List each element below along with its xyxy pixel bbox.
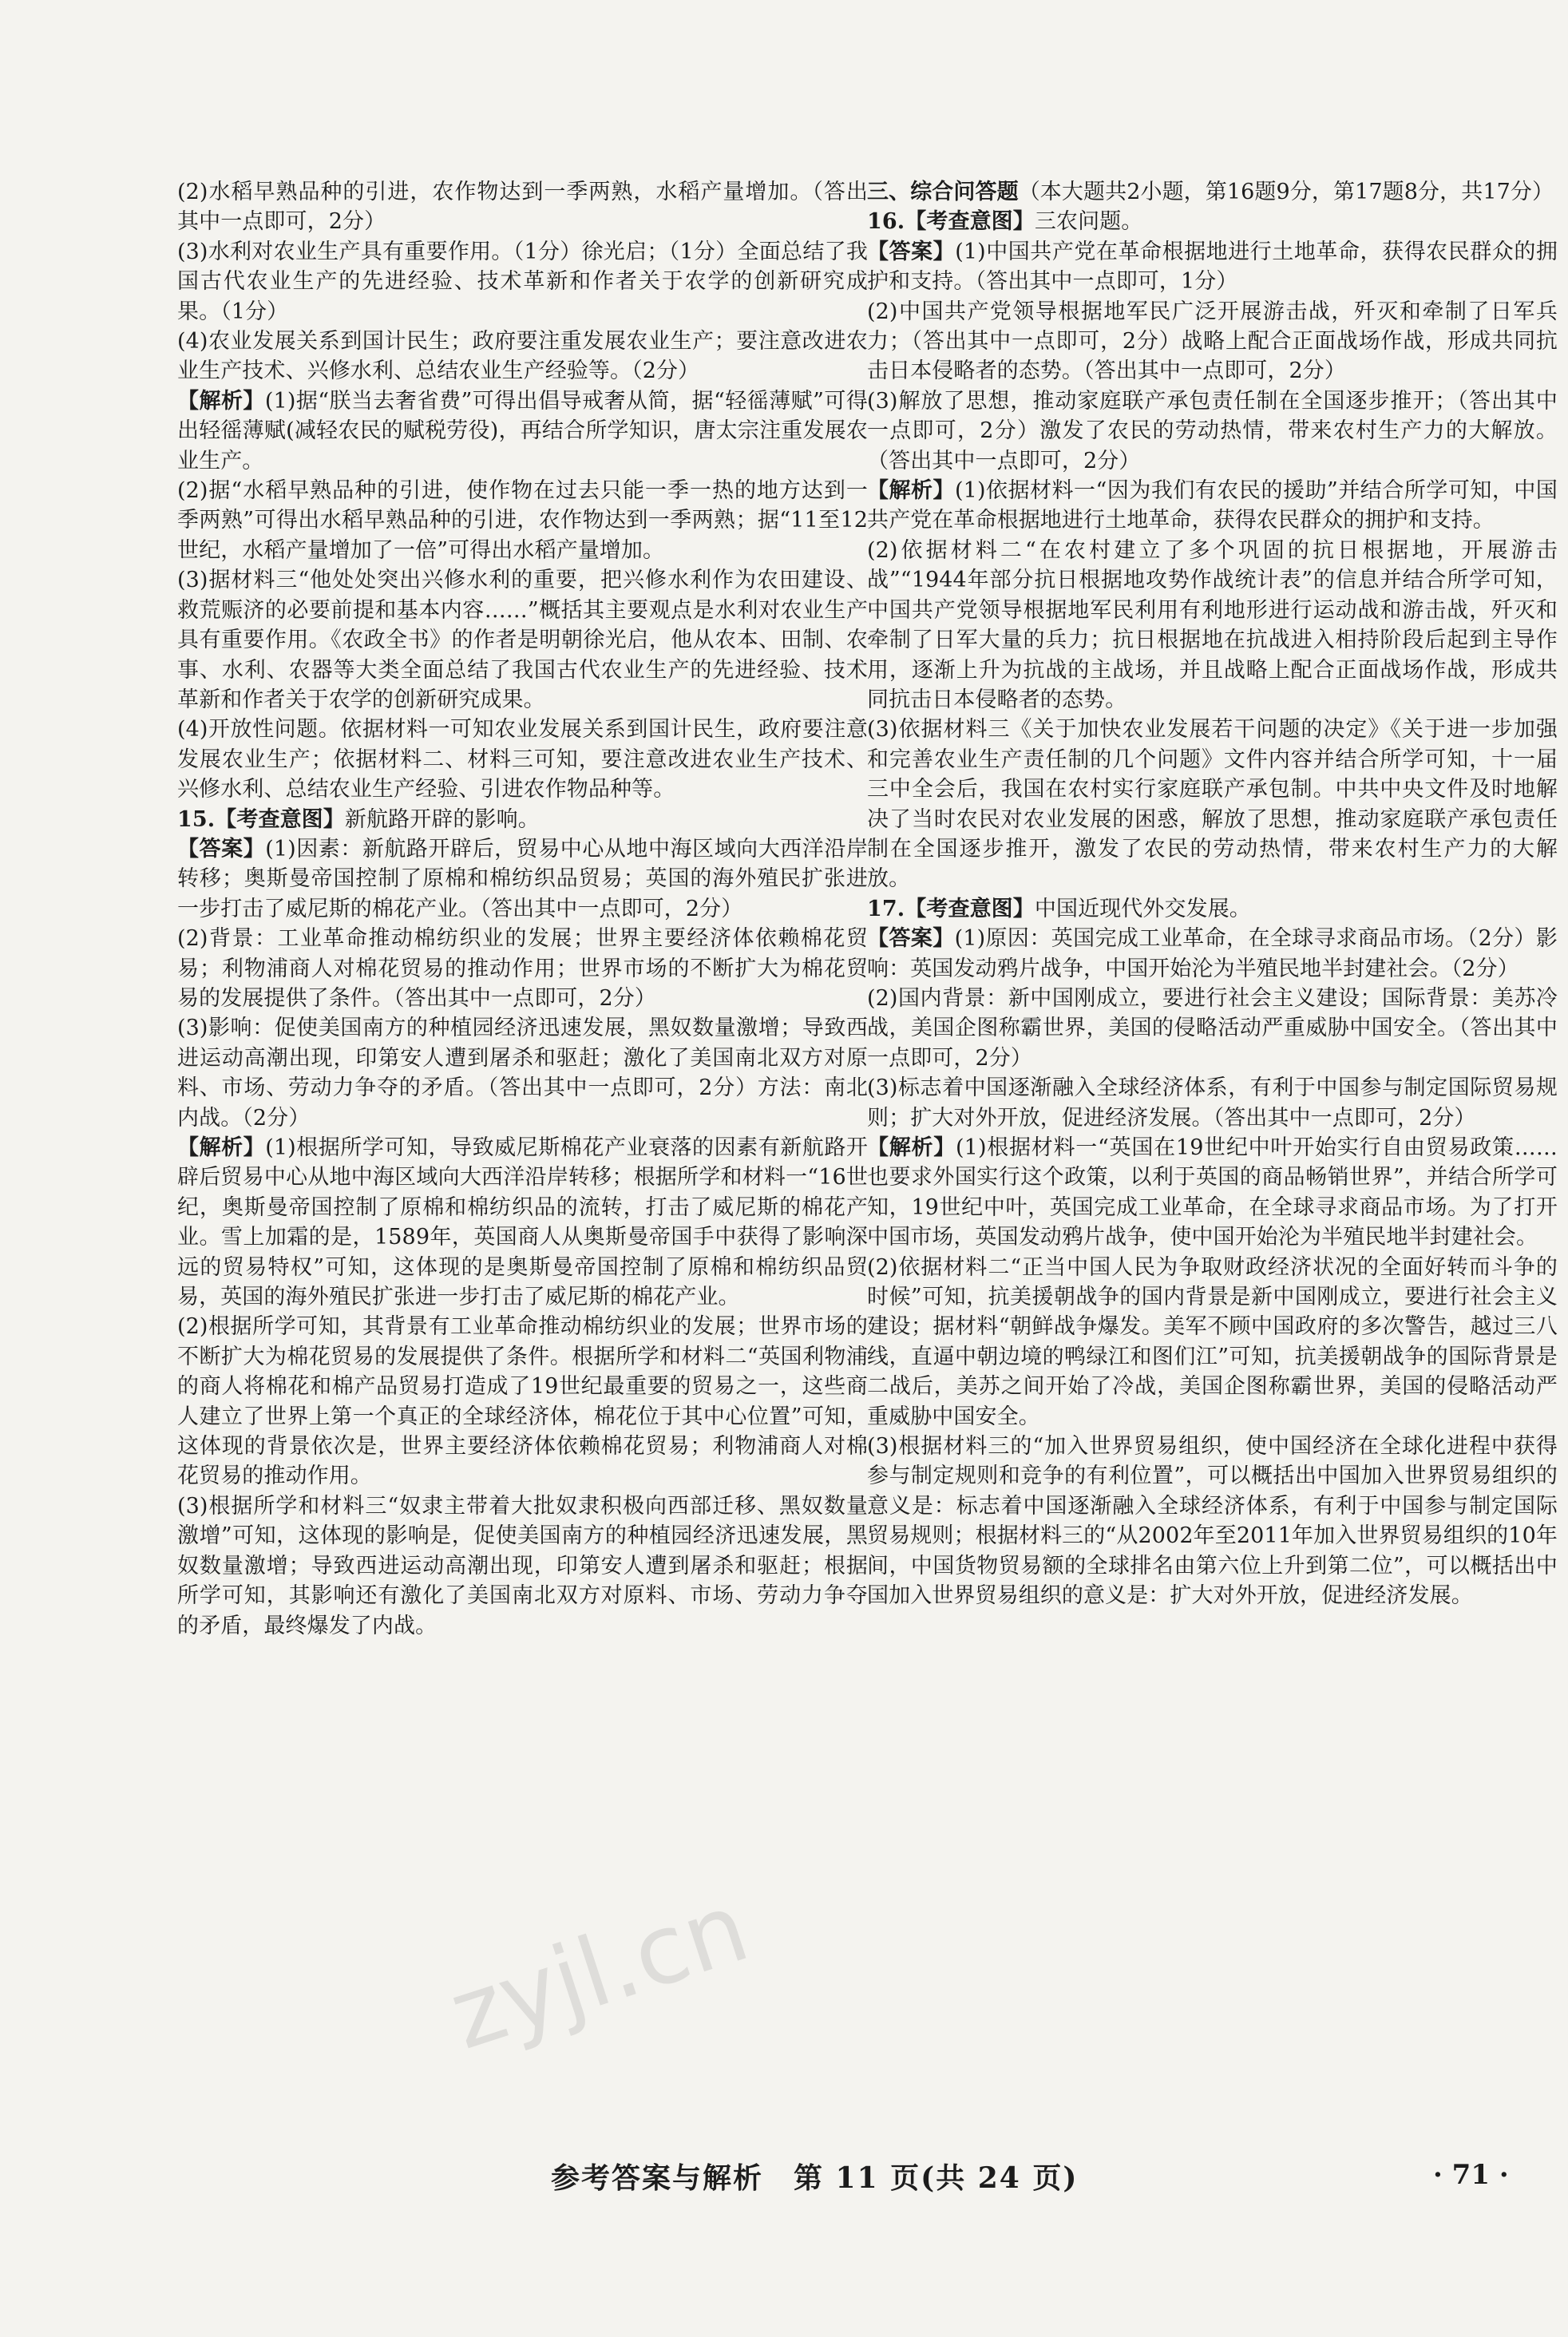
paragraph <box>867 1073 1558 1133</box>
page-number: · 71 · <box>1433 2159 1509 2191</box>
paragraph-text: （本大题共2小题，第16题9分，第17题8分，共17分） <box>1018 180 1554 204</box>
paragraph-text: (1)依据材料一“因为我们有农民的援助”并结合所学可知，中国共产党在革命根据地进行土地革命，获得农民群众的拥护和支持。 <box>867 478 1558 533</box>
paragraph-text: (2)国内背景：新中国刚成立，要进行社会主义建设；国际背景：美苏冷战，美国企图称霸世界，美国的侵略活动严重威胁中国安全。（答出其中一点即可，2分） <box>867 985 1558 1071</box>
paragraph <box>867 715 1558 893</box>
question-number: 15. <box>177 806 216 832</box>
paragraph-text: (4)开放性问题。依据材料一可知农业发展关系到国计民生，政府要注意发展农业生产；依据材料二、材料三可知，要注意改进农业生产技术、兴修水利、总结农业生产经验、引进农作物品种等。 <box>177 717 868 802</box>
question-item <box>177 805 868 834</box>
paragraph <box>867 536 1558 715</box>
tag-label: 【答案】 <box>867 239 956 264</box>
paragraph <box>177 715 868 804</box>
paragraph <box>177 1013 868 1133</box>
paragraph <box>177 1491 868 1641</box>
left-column <box>177 177 868 1641</box>
tag-label: 【解析】 <box>867 1135 956 1160</box>
paragraph <box>867 237 1558 297</box>
paragraph-text: (3)据材料三“他处处突出兴修水利的重要，把兴修水利作为农田建设、救荒赈济的必要前提和基本内容……”概括其主要观点是水利对农业生产具有重要作用。《农政全书》的作者是明朝徐光启，他从农本、田制、农事、水利、农器等大类全面总结了我国古代农业生产的先进经验、技术革新和作者关于农学的创新研究成果。 <box>177 568 868 712</box>
paragraph <box>867 984 1558 1073</box>
paragraph <box>177 565 868 715</box>
paragraph-text: 新航路开辟的影响。 <box>344 806 540 832</box>
paragraph <box>177 237 868 327</box>
paragraph-text: (2)中国共产党领导根据地军民广泛开展游击战，歼灭和牵制了日军兵力；（答出其中一点即可，2分）战略上配合正面战场作战，形成共同抗击日本侵略者的态势。（答出其中一点即可，2分） <box>867 299 1558 384</box>
paragraph-text: (1)因素：新航路开辟后，贸易中心从地中海区域向大西洋沿岸转移；奥斯曼帝国控制了原棉和棉纺织品贸易；英国的海外殖民扩张进一步打击了威尼斯的棉花产业。（答出其中一点即可，2分） <box>177 836 868 921</box>
right-column <box>867 177 1558 1611</box>
paragraph-text: (2)水稻早熟品种的引进，农作物达到一季两熟，水稻产量增加。（答出其中一点即可，2分） <box>177 180 868 235</box>
watermark: zyjl.cn <box>437 1872 762 2072</box>
paragraph-text: (3)依据材料三《关于加快农业发展若干问题的决定》《关于进一步加强和完善农业生产责任制的几个问题》文件内容并结合所学可知，十一届三中全会后，我国在农村实行家庭联产承包制。中共中央文件及时地解决了当时农民对农业发展的困惑，解放了思想，推动家庭联产承包责任制在全国逐步推开，激发了农民的劳动热情，带来农村生产力的大解放。 <box>867 717 1558 892</box>
paragraph-text: (1)原因：英国完成工业革命，在全球寻求商品市场。（2分）影响：英国发动鸦片战争，中国开始沦为半殖民地半封建社会。（2分） <box>867 926 1558 981</box>
tag-label: 【考查意图】 <box>905 896 1035 921</box>
tag-label: 【解析】 <box>177 1135 266 1160</box>
paragraph <box>177 1133 868 1312</box>
paragraph <box>867 476 1558 536</box>
paragraph-text: (3)水利对农业生产具有重要作用。（1分）徐光启；（1分）全面总结了我国古代农业生产的先进经验、技术革新和作者关于农学的创新研究成果。（1分） <box>177 239 868 324</box>
tag-label: 【解析】 <box>867 478 956 504</box>
paragraph-text: (3)解放了思想，推动家庭联产承包责任制在全国逐步推开；（答出其中一点即可，2分）激发了农民的劳动热情，带来农村生产力的大解放。（答出其中一点即可，2分） <box>867 388 1558 473</box>
question-item <box>867 894 1558 924</box>
tag-label: 【解析】 <box>177 388 265 414</box>
tag-label: 【答案】 <box>867 926 955 952</box>
paragraph <box>177 476 868 565</box>
paragraph-text: (2)根据所学可知，其背景有工业革命推动棉纺织业的发展；世界市场的不断扩大为棉花贸易的发展提供了条件。根据所学和材料二“英国利物浦的商人将棉花和棉产品贸易打造成了19世纪最重要的贸易之一，这些商人建立了世界上第一个真正的全球经济体，棉花位于其中心位置”可知，这体现的背景依次是，世界主要经济体依赖棉花贸易；利物浦商人对棉花贸易的推动作用。 <box>177 1314 868 1489</box>
tag-label: 【考查意图】 <box>905 209 1035 235</box>
paragraph-text: (3)根据材料三的“加入世界贸易组织，使中国经济在全球化进程中获得参与制定规则和竞争的有利位置”，可以概括出中国加入世界贸易组织的意义是：标志着中国逐渐融入全球经济体系，有利于中国参与制定国际贸易规则；根据材料三的“从2002年至2011年加入世界贸易组织的10年间，中国货物贸易额的全球排名由第六位上升到第二位”，可以概括出中国加入世界贸易组织的意义是：扩大对外开放，促进经济发展。 <box>867 1434 1558 1609</box>
paragraph-text: (1)中国共产党在革命根据地进行土地革命，获得农民群众的拥护和支持。（答出其中一点即可，1分） <box>867 239 1558 295</box>
paragraph <box>867 386 1558 476</box>
paragraph-text: (3)影响：促使美国南方的种植园经济迅速发展，黑奴数量激增；导致西进运动高潮出现，印第安人遭到屠杀和驱赶；激化了美国南北双方对原料、市场、劳动力争夺的矛盾。（答出其中一点即可，2分）方法：南北内战。（2分） <box>177 1016 868 1131</box>
page-footer <box>0 2156 1568 2220</box>
paragraph <box>177 834 868 924</box>
paragraph <box>177 386 868 476</box>
question-number: 17. <box>867 896 905 921</box>
question-item <box>867 207 1558 236</box>
paragraph-text: 中国近现代外交发展。 <box>1034 896 1251 921</box>
paragraph-text: (2)依据材料二“正当中国人民为争取财政经济状况的全面好转而斗争的时候”可知，抗美援朝战争的国内背景是新中国刚成立，要进行社会主义建设；据材料“朝鲜战争爆发。美军不顾中国政府的多次警告，越过三八线，直逼中朝边境的鸭绿江和图们江”可知，抗美援朝战争的国际背景是二战后，美苏之间开始了冷战，美国企图称霸世界，美国的侵略活动严重威胁中国安全。 <box>867 1254 1558 1429</box>
paragraph-text: (3)根据所学和材料三“奴隶主带着大批奴隶积极向西部迁移、黑奴数量激增”可知，这体现的影响是，促使美国南方的种植园经济迅速发展，黑奴数量激增；导致西进运动高潮出现，印第安人遭到屠杀和驱赶；根据所学可知，其影响还有激化了美国南北双方对原料、市场、劳动力争夺的矛盾，最终爆发了内战。 <box>177 1493 868 1638</box>
paragraph-text: (1)据“朕当去奢省费”可得出倡导戒奢从简，据“轻徭薄赋”可得出轻徭薄赋(减轻农民的赋税劳役)，再结合所学知识，唐太宗注重发展农业生产。 <box>177 388 868 473</box>
paragraph-text: (1)根据所学可知，导致威尼斯棉花产业衰落的因素有新航路开辟后贸易中心从地中海区域向大西洋沿岸转移；根据所学和材料一“16世纪，奥斯曼帝国控制了原棉和棉纺织品的流转，打击了威尼斯的棉花产业。雪上加霜的是，1589年，英国商人从奥斯曼帝国手中获得了影响深远的贸易特权”可知，这体现的是奥斯曼帝国控制了原棉和棉纺织品贸易，英国的海外殖民扩张进一步打击了威尼斯的棉花产业。 <box>177 1135 868 1310</box>
paragraph <box>867 1253 1558 1432</box>
tag-label: 【答案】 <box>177 836 266 862</box>
paragraph-text: (4)农业发展关系到国计民生；政府要注重发展农业生产；要注意改进农业生产技术、兴修水利、总结农业生产经验等。（2分） <box>177 329 868 384</box>
paragraph <box>867 1432 1558 1610</box>
paragraph <box>867 1133 1558 1253</box>
footer-title: 参考答案与解析 第 11 页(共 24 页) <box>551 2161 1079 2195</box>
paragraph <box>177 924 868 1013</box>
section-title: 三、综合问答题 <box>867 180 1019 204</box>
tag-label: 【考查意图】 <box>215 806 345 832</box>
paragraph <box>867 924 1558 984</box>
paragraph <box>867 297 1558 386</box>
paragraph <box>177 1312 868 1491</box>
paragraph-text: (2)依据材料二“在农村建立了多个巩固的抗日根据地，开展游击战”“1944年部分抗日根据地攻势作战统计表”的信息并结合所学可知，中国共产党领导根据地军民利用有利地形进行运动战和游击战，歼灭和牵制了日军大量的兵力；抗日根据地在抗战进入相持阶段后起到主导作用，逐渐上升为抗战的主战场，并且战略上配合正面战场作战，形成共同抗击日本侵略者的态势。 <box>867 537 1558 712</box>
paragraph <box>177 177 868 237</box>
paragraph-text: (2)背景：工业革命推动棉纺织业的发展；世界主要经济体依赖棉花贸易；利物浦商人对棉花贸易的推动作用；世界市场的不断扩大为棉花贸易的发展提供了条件。（答出其中一点即可，2分） <box>177 926 868 1011</box>
paragraph-text: 三农问题。 <box>1034 209 1143 235</box>
section-heading <box>867 177 1558 207</box>
paragraph <box>177 327 868 386</box>
paragraph-text: (3)标志着中国逐渐融入全球经济体系，有利于中国参与制定国际贸易规则；扩大对外开放，促进经济发展。（答出其中一点即可，2分） <box>867 1075 1558 1131</box>
paragraph-text: (2)据“水稻早熟品种的引进，使作物在过去只能一季一热的地方达到一季两熟”可得出水稻早熟品种的引进，农作物达到一季两熟；据“11至12世纪，水稻产量增加了一倍”可得出水稻产量增加。 <box>177 478 868 563</box>
paragraph-text: (1)根据材料一“英国在19世纪中叶开始实行自由贸易政策……也要求外国实行这个政策，以利于英国的商品畅销世界”，并结合所学可知，19世纪中叶，英国完成工业革命，在全球寻求商品市场。为了打开中国市场，英国发动鸦片战争，使中国开始沦为半殖民地半封建社会。 <box>867 1135 1558 1250</box>
question-number: 16. <box>867 209 905 235</box>
